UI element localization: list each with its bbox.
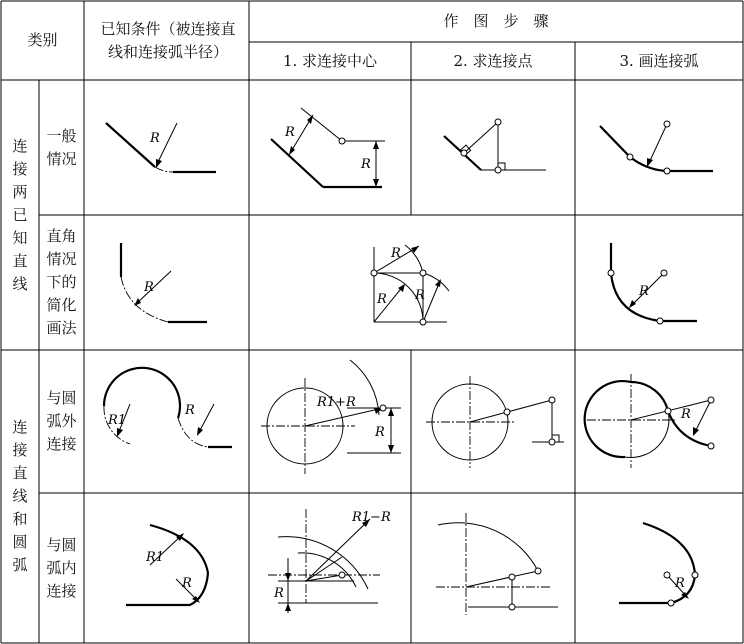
row-general	[39, 80, 84, 215]
group-two-lines-text: 连接两已知直线	[12, 136, 28, 293]
label-r: R	[182, 576, 192, 591]
fig-inner-step1	[258, 503, 408, 638]
label-r1: R1	[146, 550, 165, 565]
label-r: R	[681, 407, 691, 422]
row-outer-text: 与圆弧外连接	[46, 389, 77, 453]
label-r: R	[185, 403, 195, 418]
header-known-conditions	[98, 6, 238, 76]
label-r: R	[415, 288, 425, 303]
fig-outer-step2	[418, 360, 570, 488]
header-step1	[249, 42, 411, 80]
header-known-conditions-text: 已知条件（被连接直线和连接弧半径）	[100, 20, 236, 61]
header-category	[1, 1, 84, 80]
row-right-angle	[39, 215, 84, 350]
header-step3-text: 3. 画连接弧	[619, 51, 699, 70]
label-r: R	[675, 576, 685, 591]
label-r1-minus-r: R1−R	[352, 510, 391, 525]
fig-right-given	[90, 225, 245, 345]
header-step1-text: 1. 求连接中心	[282, 51, 378, 70]
label-r: R	[285, 125, 295, 140]
header-steps-text: 作 图 步 骤	[443, 12, 549, 30]
label-r: R	[361, 157, 371, 172]
label-r: R	[391, 246, 401, 261]
fig-general-step3	[585, 90, 737, 210]
label-r: R	[144, 280, 154, 295]
fig-inner-given	[90, 503, 245, 638]
row-inner	[39, 493, 84, 643]
header-step2	[411, 42, 575, 80]
fig-right-step123	[355, 225, 475, 345]
label-r: R	[375, 425, 385, 440]
header-step2-text: 2. 求连接点	[453, 51, 533, 70]
label-r: R	[274, 586, 284, 601]
group-line-arc-text: 连接直线和圆弧	[12, 418, 28, 574]
header-steps	[249, 1, 743, 42]
fig-outer-step3	[585, 360, 737, 488]
header-category-text: 类别	[27, 31, 58, 49]
fig-outer-given	[90, 360, 245, 488]
group-line-arc	[1, 350, 39, 643]
fig-right-step3	[585, 225, 737, 345]
row-right-angle-text: 直角情况下的简化画法	[46, 227, 77, 337]
fig-general-step1	[255, 90, 405, 210]
fig-outer-step1	[255, 360, 405, 488]
row-outer	[39, 350, 84, 493]
label-r: R	[150, 131, 160, 146]
label-r: R	[377, 292, 387, 307]
fig-inner-step3	[585, 503, 737, 638]
label-r1: R1	[108, 413, 127, 428]
fig-general-given	[90, 90, 245, 210]
row-inner-text: 与圆弧内连接	[46, 535, 77, 600]
header-step3	[575, 42, 743, 80]
fig-inner-step2	[418, 503, 570, 638]
row-general-text: 一般情况	[46, 126, 77, 168]
label-r1-plus-r: R1+R	[317, 395, 356, 410]
fig-general-step2	[418, 90, 570, 210]
label-r: R	[639, 284, 649, 299]
group-two-lines	[1, 80, 39, 350]
